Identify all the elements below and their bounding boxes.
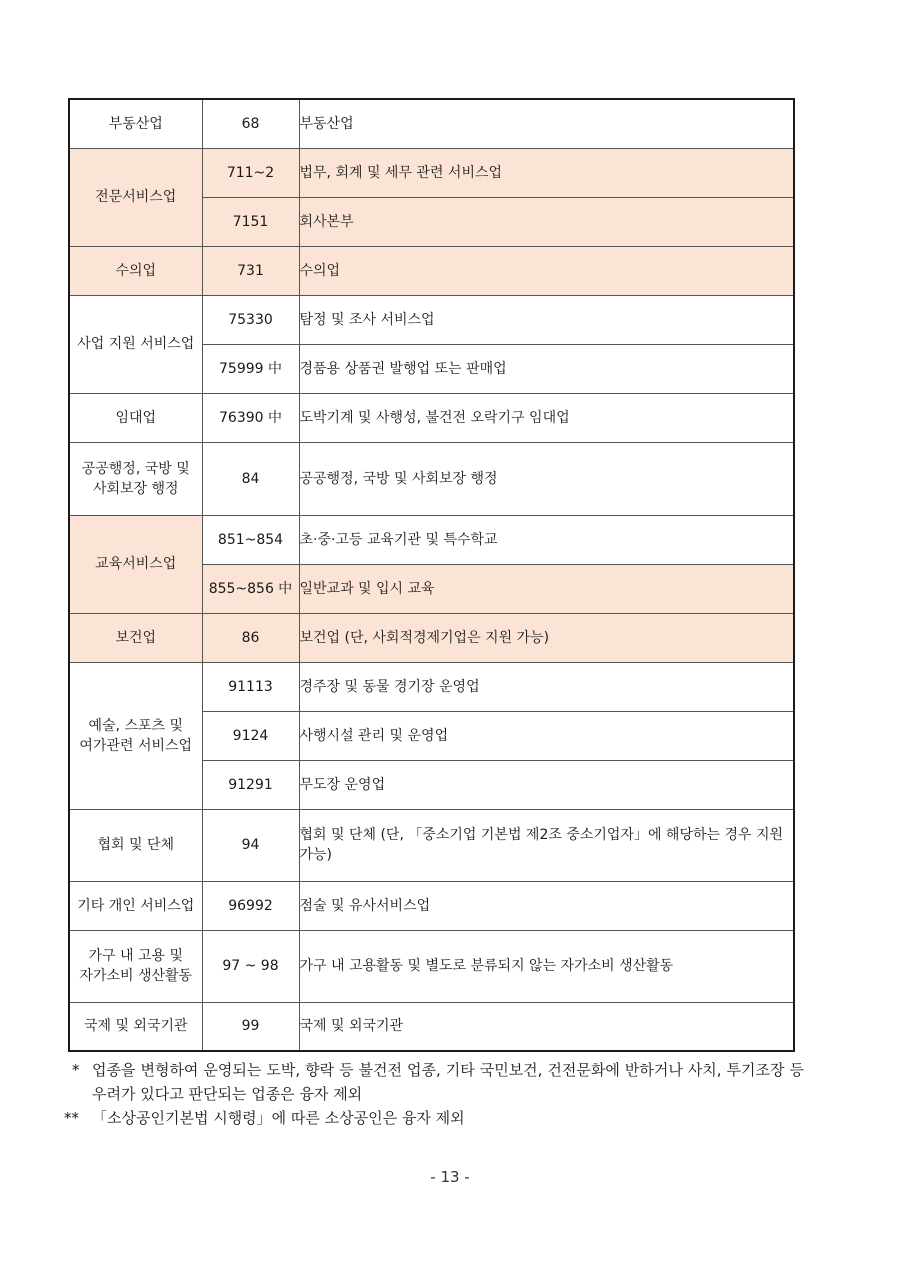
description-cell: 일반교과 및 입시 교육 xyxy=(299,564,794,613)
description-cell: 탐정 및 조사 서비스업 xyxy=(299,295,794,344)
category-line: 자가소비 생산활동 xyxy=(79,968,193,984)
description-cell: 도박기계 및 사행성, 불건전 오락기구 임대업 xyxy=(299,393,794,442)
footnote xyxy=(64,1106,804,1130)
code-cell: 7151 xyxy=(202,197,299,246)
category-cell xyxy=(69,930,202,1002)
code-cell: 731 xyxy=(202,246,299,295)
description-cell: 경품용 상품권 발행업 또는 판매업 xyxy=(299,344,794,393)
code-cell: 75330 xyxy=(202,295,299,344)
table-row xyxy=(69,515,794,564)
table-row xyxy=(69,1002,794,1051)
code-cell: 68 xyxy=(202,99,299,148)
category-cell xyxy=(69,662,202,809)
code-cell: 86 xyxy=(202,613,299,662)
code-cell: 99 xyxy=(202,1002,299,1051)
table-row xyxy=(69,613,794,662)
description-cell: 사행시설 관리 및 운영업 xyxy=(299,711,794,760)
description-cell: 경주장 및 동물 경기장 운영업 xyxy=(299,662,794,711)
footnote-text: 「소상공인기본법 시행령」에 따른 소상공인은 융자 제외 xyxy=(92,1109,465,1127)
code-cell: 91291 xyxy=(202,760,299,809)
description-cell: 법무, 회계 및 세무 관련 서비스업 xyxy=(299,148,794,197)
description-cell: 초·중·고등 교육기관 및 특수학교 xyxy=(299,515,794,564)
footnotes xyxy=(64,1058,804,1130)
description-cell: 가구 내 고용활동 및 별도로 분류되지 않는 자가소비 생산활동 xyxy=(299,930,794,1002)
category-line: 사회보장 행정 xyxy=(92,480,179,497)
description-cell: 협회 및 단체 (단, 「중소기업 기본법 제2조 중소기업자」에 해당하는 경우 지원가능) xyxy=(299,809,794,881)
category-cell xyxy=(69,442,202,515)
description-cell: 부동산업 xyxy=(299,99,794,148)
code-cell: 76390 中 xyxy=(202,393,299,442)
category-cell: 교육서비스업 xyxy=(69,515,202,613)
code-cell: 84 xyxy=(202,442,299,515)
table-row xyxy=(69,442,794,515)
category-cell: 수의업 xyxy=(69,246,202,295)
category-cell: 전문서비스업 xyxy=(69,148,202,246)
footnote xyxy=(64,1058,804,1106)
table-row xyxy=(69,295,794,344)
page-number: - 13 - xyxy=(430,1168,470,1186)
category-cell: 보건업 xyxy=(69,613,202,662)
code-cell: 855~856 中 xyxy=(202,564,299,613)
category-line: 여가관련 서비스업 xyxy=(79,737,193,754)
code-cell: 9124 xyxy=(202,711,299,760)
code-cell: 97 ~ 98 xyxy=(202,930,299,1002)
description-cell: 무도장 운영업 xyxy=(299,760,794,809)
category-cell: 부동산업 xyxy=(69,99,202,148)
category-cell: 협회 및 단체 xyxy=(69,809,202,881)
description-cell: 공공행정, 국방 및 사회보장 행정 xyxy=(299,442,794,515)
code-cell: 711~2 xyxy=(202,148,299,197)
table-row xyxy=(69,393,794,442)
excluded-industries-table xyxy=(68,98,795,1052)
table-row xyxy=(69,246,794,295)
description-cell: 수의업 xyxy=(299,246,794,295)
category-line: 예술, 스포츠 및 xyxy=(88,717,183,734)
description-cell: 보건업 (단, 사회적경제기업은 지원 가능) xyxy=(299,613,794,662)
footnote-mark: ** xyxy=(64,1109,79,1127)
footnote-text: 업종을 변형하여 운영되는 도박, 향락 등 불건전 업종, 기타 국민보건, 건전문화에 반하거나 사치, 투기조장 등 우려가 있다고 판단되는 업종은 융자 제외 xyxy=(92,1061,804,1103)
category-line: 공공행정, 국방 및 xyxy=(81,460,190,477)
code-cell: 851~854 xyxy=(202,515,299,564)
description-cell: 회사본부 xyxy=(299,197,794,246)
category-cell: 국제 및 외국기관 xyxy=(69,1002,202,1051)
code-cell: 75999 中 xyxy=(202,344,299,393)
description-cell: 국제 및 외국기관 xyxy=(299,1002,794,1051)
table-row xyxy=(69,809,794,881)
category-cell: 기타 개인 서비스업 xyxy=(69,881,202,930)
footnote-mark: * xyxy=(72,1061,80,1079)
category-cell: 사업 지원 서비스업 xyxy=(69,295,202,393)
table-row xyxy=(69,148,794,197)
code-cell: 91113 xyxy=(202,662,299,711)
code-cell: 96992 xyxy=(202,881,299,930)
category-line: 가구 내 고용 및 xyxy=(88,948,183,964)
table-row xyxy=(69,930,794,1002)
code-cell: 94 xyxy=(202,809,299,881)
description-cell: 점술 및 유사서비스업 xyxy=(299,881,794,930)
table-row xyxy=(69,99,794,148)
table-row xyxy=(69,881,794,930)
table-row xyxy=(69,662,794,711)
category-cell: 임대업 xyxy=(69,393,202,442)
